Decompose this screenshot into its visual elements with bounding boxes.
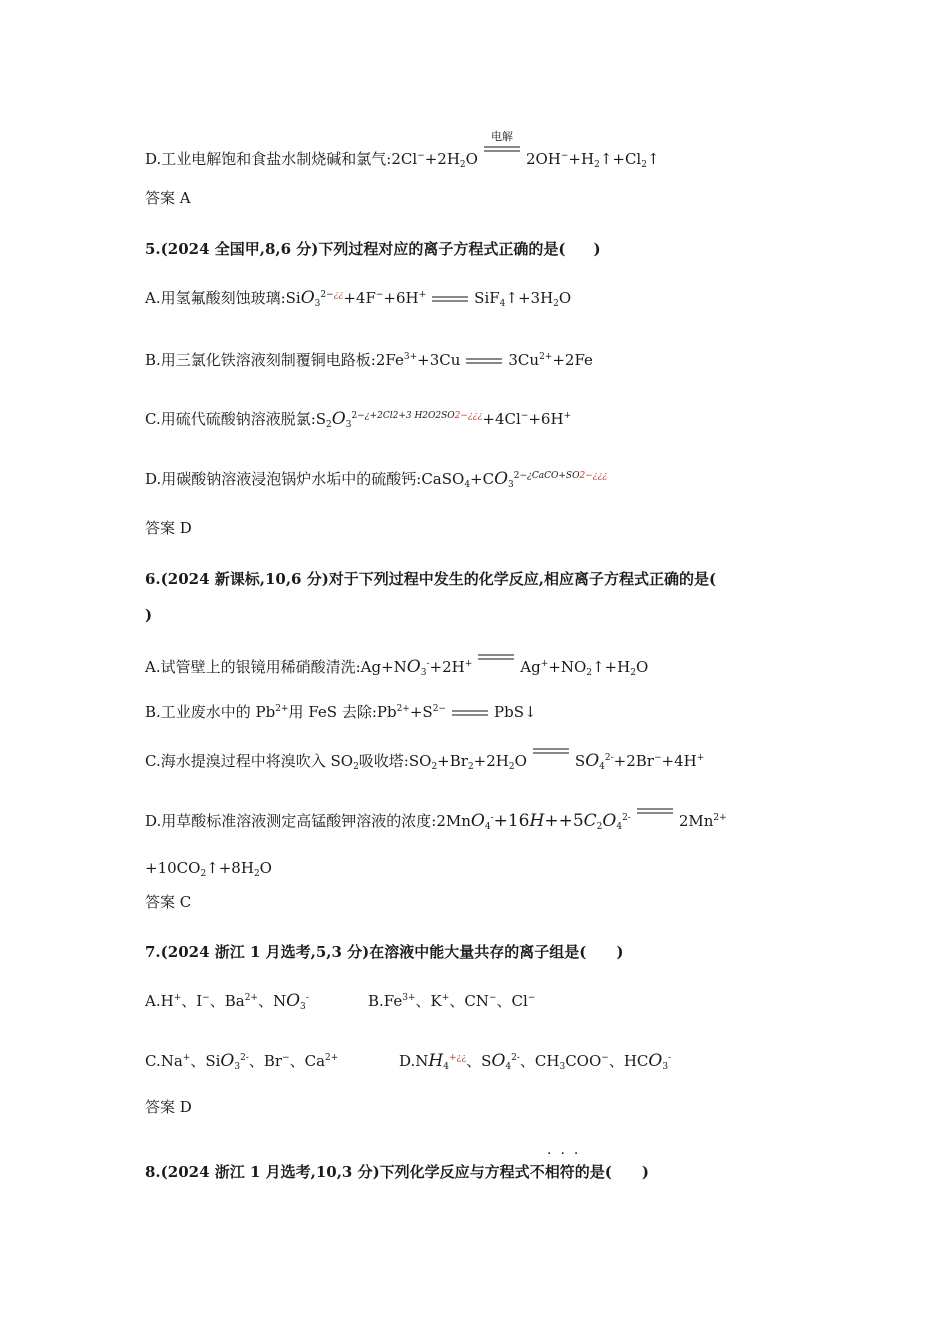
q6-stem-end: ) (145, 606, 153, 624)
q8-stem: 8.(2024 浙江 1 月选考,10,3 分)下列化学反应与方程式不相符的是( ) (145, 1163, 649, 1181)
equals-sign (452, 710, 488, 716)
q5-option-d: D.用碳酸钠溶液浸泡锅炉水垢中的硫酸钙$:CaSO_4+CO_3^{2-¿CaCO+SO2-¿¿¿}$ (145, 469, 608, 490)
q6-option-b: B.工业废水中的 $Pb^{2+}$用 FeS 去除$:Pb^{2+}+S^{2-}$ PbS↓ (145, 703, 537, 721)
equals-sign (637, 808, 673, 814)
q6-option-c: C.海水提溴过程中将溴吹入 $SO_2$吸收塔$:SO_2+Br_2+2H_2O$ $SO_4^{2-}+2Br^-+4H^+$ (145, 748, 704, 771)
q6-option-d-cont: $+10CO_2↑+8H_2O$ (145, 859, 272, 879)
emphasis-dots: ··· (547, 1146, 588, 1162)
electrolysis-equals-sign: 电解 (484, 146, 520, 152)
q4-option-d: D.工业电解饱和食盐水制烧碱和氯气$:2Cl^-+2H_2O$ 电解 $2OH^-+H_2↑+Cl_2↑$ (145, 130, 660, 170)
q7-option-a: A.H+、I−、$Ba^{2+}$、$NO_3^-$ (145, 991, 309, 1012)
equals-sign (478, 654, 514, 660)
q6-stem: 6.(2024 新课标,10,6 分)对于下列过程中发生的化学反应,相应离子方程式正确的是( (145, 570, 717, 588)
q4-answer: 答案 A (145, 189, 191, 207)
equals-sign (533, 748, 569, 754)
equals-sign (466, 358, 502, 364)
q7-option-c: C.Na+、SiO$_3^{2-}$、Br−、$Ca^{2+}$ (145, 1051, 339, 1072)
equals-sign (432, 296, 468, 302)
q7-answer: 答案 D (145, 1098, 192, 1116)
q7-option-b: $B.Fe^{3+}$、K+、CN−、Cl− (368, 992, 536, 1010)
q6-answer: 答案 C (145, 893, 192, 911)
q6-option-d: D.用草酸标准溶液测定高锰酸钾溶液的浓度$:2MnO_4^-+16H++5C_2O_4^{2-}$ $2Mn^{2+}$ (145, 808, 727, 831)
q5-answer: 答案 D (145, 519, 192, 537)
q5-option-c: C.用硫代硫酸钠溶液脱氯$:S_2O_3^{2-¿+2Cl2+3 H2O2SO2-¿¿¿}+4Cl^-+6H^+$ (145, 409, 572, 430)
q5-option-b: B.用三氯化铁溶液刻制覆铜电路板$:2Fe^{3+}+3Cu$ $3Cu^{2+}+2Fe$ (145, 351, 593, 369)
q6-option-a: A.试管壁上的银镜用稀硝酸清洗$:Ag+NO_3^-+2H^+$ $Ag^++NO_2↑+H_2O$ (145, 654, 648, 677)
q7-option-d: $D.NH_4^{+¿¿}$、$SO_4^{2-}$、$CH_3COO^-$、$HCO_3^-$ (399, 1051, 672, 1072)
q5-stem: 5.(2024 全国甲,8,6 分)下列过程对应的离子方程式正确的是( ) (145, 240, 601, 258)
q7-stem: 7.(2024 浙江 1 月选考,5,3 分)在溶液中能大量共存的离子组是( ) (145, 943, 624, 961)
q5-option-a: A.用氢氟酸刻蚀玻璃:SiO$_3^{2-¿¿}$+4F−+6H+ $SiF_4↑+3H_2O$ (145, 288, 572, 309)
